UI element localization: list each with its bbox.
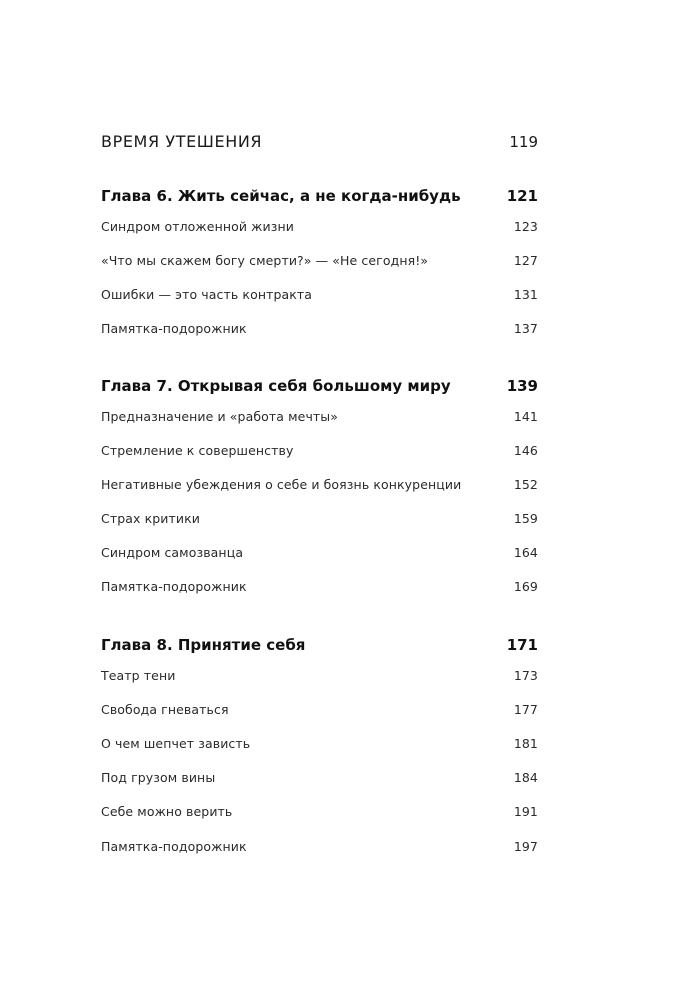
page-number: 119 bbox=[509, 133, 538, 151]
page-number: 197 bbox=[513, 839, 538, 854]
toc-chapter-row[interactable] bbox=[101, 377, 538, 395]
entry-title: Синдром самозванца bbox=[101, 545, 244, 560]
toc-entry-row[interactable] bbox=[101, 804, 538, 819]
toc-entry-row[interactable] bbox=[101, 736, 538, 751]
toc-entry-row[interactable] bbox=[101, 253, 538, 268]
entry-title: «Что мы скажем богу смерти?» — «Не сегодня!» bbox=[101, 253, 429, 268]
page-number: 146 bbox=[513, 443, 538, 458]
entry-title: Страх критики bbox=[101, 511, 200, 526]
page-number: 164 bbox=[513, 545, 538, 560]
toc-chapter-row[interactable] bbox=[101, 187, 538, 205]
entry-title: Свобода гневаться bbox=[101, 702, 229, 717]
toc-entry-row[interactable] bbox=[101, 511, 538, 526]
page-number: 127 bbox=[513, 253, 538, 268]
page-number: 159 bbox=[513, 511, 538, 526]
part-title: ВРЕМЯ УТЕШЕНИЯ bbox=[101, 132, 263, 151]
toc-entry-row[interactable] bbox=[101, 770, 538, 785]
page-number: 139 bbox=[506, 377, 538, 395]
toc-entry-row[interactable] bbox=[101, 545, 538, 560]
page-number: 169 bbox=[513, 579, 538, 594]
toc-chapter-row[interactable] bbox=[101, 636, 538, 654]
chapter-title: Глава 8. Принятие себя bbox=[101, 636, 306, 654]
entry-title: Театр тени bbox=[101, 668, 176, 683]
entry-title: Памятка-подорожник bbox=[101, 321, 247, 336]
page-number: 123 bbox=[513, 219, 538, 234]
page-number: 184 bbox=[513, 770, 538, 785]
entry-title: Памятка-подорожник bbox=[101, 579, 247, 594]
chapter-title: Глава 6. Жить сейчас, а не когда-нибудь bbox=[101, 187, 461, 205]
entry-title: О чем шепчет зависть bbox=[101, 736, 251, 751]
page-number: 181 bbox=[513, 736, 538, 751]
toc-part-row[interactable] bbox=[101, 132, 538, 151]
entry-title: Под грузом вины bbox=[101, 770, 216, 785]
toc-entry-row[interactable] bbox=[101, 579, 538, 594]
toc-entry-row[interactable] bbox=[101, 702, 538, 717]
page-number: 137 bbox=[513, 321, 538, 336]
entry-title: Негативные убеждения о себе и боязнь конкуренции bbox=[101, 477, 462, 492]
page-number: 121 bbox=[506, 187, 538, 205]
entry-title: Стремление к совершенству bbox=[101, 443, 294, 458]
toc-entry-row[interactable] bbox=[101, 409, 538, 424]
page-number: 152 bbox=[513, 477, 538, 492]
toc-entry-row[interactable] bbox=[101, 219, 538, 234]
page-number: 141 bbox=[513, 409, 538, 424]
toc-entry-row[interactable] bbox=[101, 668, 538, 683]
toc-entry-row[interactable] bbox=[101, 477, 538, 492]
page-number: 177 bbox=[513, 702, 538, 717]
toc-entry-row[interactable] bbox=[101, 839, 538, 854]
page-number: 131 bbox=[513, 287, 538, 302]
entry-title: Себе можно верить bbox=[101, 804, 233, 819]
page-number: 173 bbox=[513, 668, 538, 683]
entry-title: Ошибки — это часть контракта bbox=[101, 287, 313, 302]
entry-title: Синдром отложенной жизни bbox=[101, 219, 294, 234]
toc-entry-row[interactable] bbox=[101, 321, 538, 336]
toc-entry-row[interactable] bbox=[101, 443, 538, 458]
entry-title: Предназначение и «работа мечты» bbox=[101, 409, 339, 424]
page-number: 191 bbox=[513, 804, 538, 819]
toc-entry-row[interactable] bbox=[101, 287, 538, 302]
chapter-title: Глава 7. Открывая себя большому миру bbox=[101, 377, 451, 395]
entry-title: Памятка-подорожник bbox=[101, 839, 247, 854]
page-number: 171 bbox=[506, 636, 538, 654]
